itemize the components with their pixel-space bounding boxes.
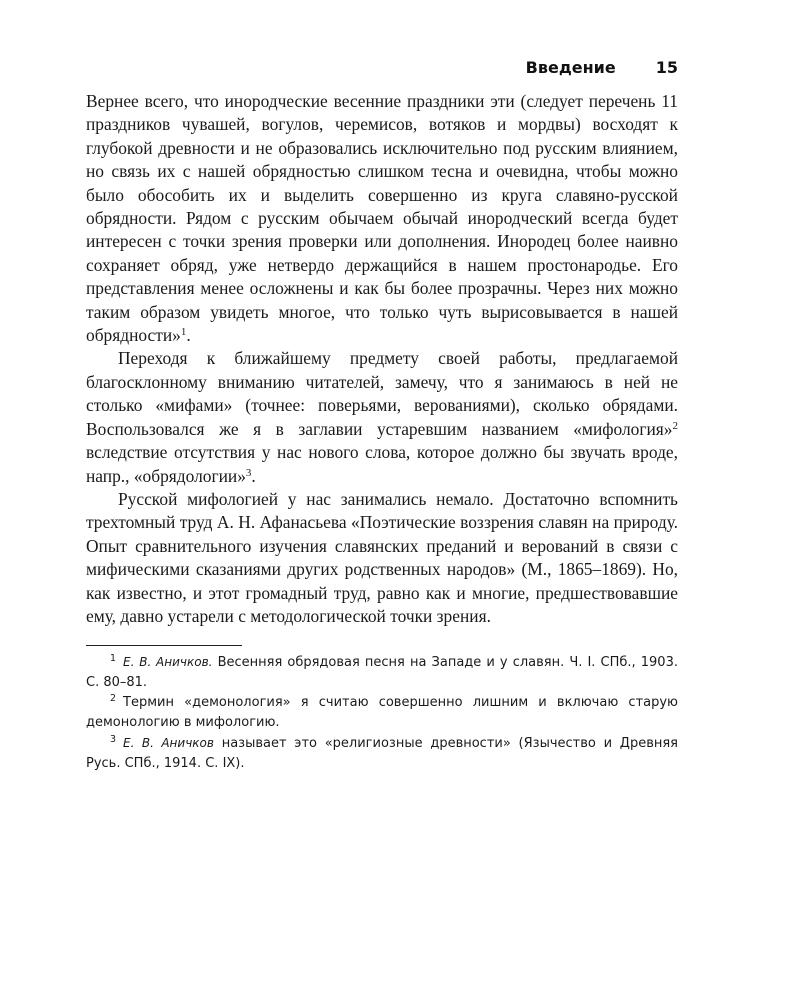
footnote-text: Термин «демонология» я считаю совершенно лишним и включаю старую демонологию в мифологию. bbox=[86, 695, 678, 731]
paragraph-text: Переходя к ближайшему предмету своей работы, предлагаемой благосклонному вниманию читателей, замечу, что я занимаюсь в ней не столько «мифами» (точнее: поверьями, верованиями), сколько обрядами. Воспользовался же я в заглавии устаревшим названием «мифология» bbox=[86, 348, 678, 439]
footnote-number: 2 bbox=[110, 693, 117, 705]
paragraph-text: Вернее всего, что инородческие весенние праздники эти (следует перечень 11 праздников чувашей, вогулов, черемисов, вотяков и мордвы) восходят к глубокой древности и не образовались исключительно под русским влиянием, но связь их с нашей обрядностью слишком тесна и очевидна, чтобы можно было обособить их и выделить совершенно из круга славяно-русской обрядности. Рядом с русским обычаем обычай инородческий всегда будет интересен с точки зрения проверки или дополнения. Инородец более наивно сохраняет обряд, уже нетвердо держащийся в нашем простонародье. Его представления менее осложнены и как бы более прозрачны. Через них можно таким образом увидеть многое, что только чуть вырисовывается в нашей обрядности» bbox=[86, 91, 678, 346]
main-text bbox=[86, 90, 678, 628]
footnote-2 bbox=[86, 693, 678, 733]
book-page bbox=[86, 58, 678, 774]
paragraph-end: . bbox=[186, 325, 191, 346]
paragraph-quote-end bbox=[86, 90, 678, 347]
paragraph-text: Русской мифологией у нас занимались немало. Достаточно вспомнить трехтомный труд А. Н. Афанасьева «Поэтические воззрения славян на природу. Опыт сравнительного изучения славянских преданий и верований в связи с мифическими сказаниями других родственных народов» (М., 1865–1869). Но, как известно, и этот громадный труд, равно как и многие, предшествовавшие ему, давно устарели с методологической точки зрения. bbox=[86, 488, 678, 626]
page-number: 15 bbox=[655, 58, 678, 77]
footnote-number: 1 bbox=[110, 653, 117, 665]
paragraph-mythology bbox=[86, 488, 678, 628]
running-header bbox=[86, 58, 678, 78]
footnote-ref-3: 3 bbox=[245, 466, 252, 479]
paragraph-text: вследствие отсутствия у нас нового слова, которое должно бы звучать вроде, напр., «обрядологии» bbox=[86, 442, 678, 486]
footnote-author: Е. В. Аничков bbox=[123, 736, 214, 751]
footnote-text: Весенняя обрядовая песня на Западе и у славян. Ч. I. СПб., 1903. С. 80–81. bbox=[86, 655, 678, 691]
footnote-ref-2: 2 bbox=[672, 419, 678, 432]
paragraph-subject bbox=[86, 347, 678, 487]
footnote-number: 3 bbox=[110, 734, 117, 746]
footnotes bbox=[86, 652, 678, 774]
footnote-text: называет это «религиозные древности» (Язычество и Древняя Русь. СПб., 1914. С. IX). bbox=[86, 736, 678, 772]
section-title: Введение bbox=[525, 58, 616, 77]
footnote-author: Е. В. Аничков. bbox=[123, 655, 213, 670]
footnote-divider bbox=[86, 645, 242, 646]
footnote-ref-1: 1 bbox=[180, 326, 187, 339]
paragraph-end: . bbox=[251, 465, 256, 486]
footnote-3 bbox=[86, 733, 678, 774]
footnote-1 bbox=[86, 652, 678, 693]
